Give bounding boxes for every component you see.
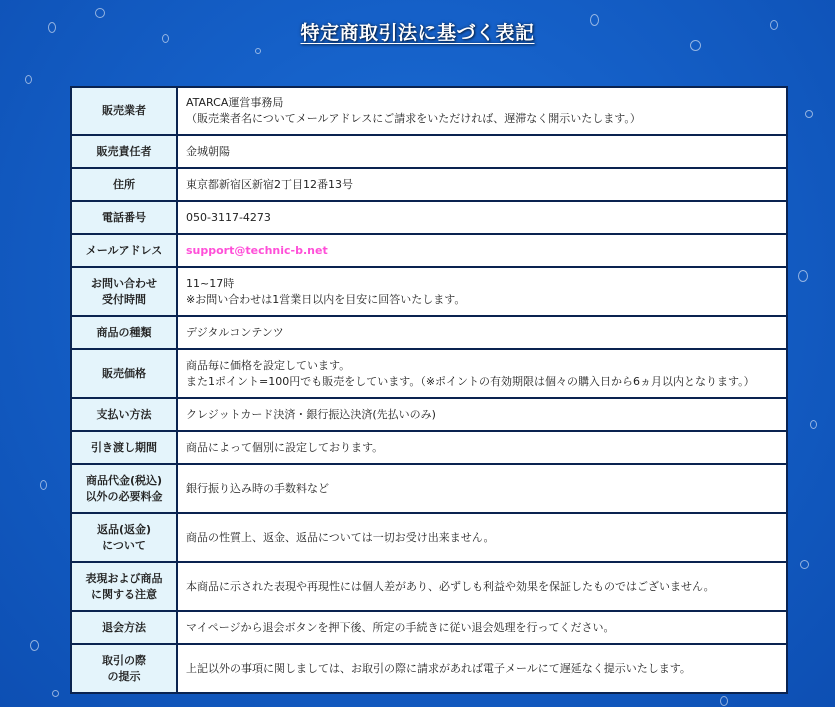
table-row xyxy=(71,398,787,431)
row-label-line: 返品(返金) xyxy=(96,522,152,536)
bubble-decoration xyxy=(810,420,817,429)
row-label-line: の提示 xyxy=(107,669,141,683)
table-row xyxy=(71,135,787,168)
row-value-line: 050-3117-4273 xyxy=(186,210,271,224)
row-value xyxy=(177,201,787,234)
table-row xyxy=(71,168,787,201)
row-value xyxy=(177,398,787,431)
row-label-line: 退会方法 xyxy=(102,620,146,634)
row-label-line: 支払い方法 xyxy=(96,407,152,421)
row-label xyxy=(71,349,177,398)
row-label-line: 電話番号 xyxy=(102,210,146,224)
row-label-line: 引き渡し期間 xyxy=(91,440,157,454)
row-label-line: 商品の種類 xyxy=(96,325,152,339)
row-label-line: メールアドレス xyxy=(85,243,163,257)
row-label xyxy=(71,201,177,234)
row-label xyxy=(71,234,177,267)
row-value-line: ※お問い合わせは1営業日以内を目安に回答いたします。 xyxy=(186,292,466,306)
row-label xyxy=(71,431,177,464)
row-label-line: お問い合わせ xyxy=(91,276,157,290)
table-row xyxy=(71,349,787,398)
row-label-line: について xyxy=(102,538,146,552)
row-value xyxy=(177,431,787,464)
row-label-line: に関する注意 xyxy=(91,587,157,601)
table-row xyxy=(71,267,787,316)
table-row xyxy=(71,234,787,267)
row-value-line: 商品毎に価格を設定しています。 xyxy=(186,358,351,372)
row-label xyxy=(71,398,177,431)
table-row xyxy=(71,316,787,349)
table-row xyxy=(71,464,787,513)
row-label-line: 受付時間 xyxy=(102,292,146,306)
row-value xyxy=(177,87,787,135)
row-value xyxy=(177,168,787,201)
row-value-line: 商品によって個別に設定しております。 xyxy=(186,440,384,454)
page-title: 特定商取引法に基づく表記 xyxy=(300,22,535,44)
row-value-line: 本商品に示された表現や再現性には個人差があり、必ずしも利益や効果を保証したものではございません。 xyxy=(186,579,715,593)
table-row xyxy=(71,611,787,644)
row-value-line: 商品の性質上、返金、返品については一切お受け出来ません。 xyxy=(186,530,495,544)
row-label xyxy=(71,316,177,349)
row-label-line: 表現および商品 xyxy=(85,571,163,585)
row-label-line: 取引の際 xyxy=(102,653,146,667)
table-row xyxy=(71,644,787,693)
row-label-line: 販売業者 xyxy=(102,104,146,117)
row-label xyxy=(71,644,177,693)
bubble-decoration xyxy=(720,696,728,706)
row-value xyxy=(177,464,787,513)
email-link[interactable]: support@technic-b.net xyxy=(186,243,328,257)
table-row xyxy=(71,201,787,234)
row-value-line: ATARCA運営事務局 xyxy=(186,96,284,109)
row-value xyxy=(177,644,787,693)
row-value-line: 上記以外の事項に関しましては、お取引の際に請求があれば電子メールにて遅延なく提示いたします。 xyxy=(186,661,691,675)
row-value xyxy=(177,349,787,398)
row-label xyxy=(71,87,177,135)
bubble-decoration xyxy=(52,690,59,697)
row-value-line: 銀行振り込み時の手数料など xyxy=(186,481,329,495)
row-label xyxy=(71,611,177,644)
commerce-disclosure-table xyxy=(70,86,788,694)
table-row xyxy=(71,562,787,611)
row-value xyxy=(177,611,787,644)
row-value xyxy=(177,234,787,267)
row-label-line: 販売価格 xyxy=(102,366,146,380)
row-label xyxy=(71,135,177,168)
row-value xyxy=(177,316,787,349)
row-value xyxy=(177,135,787,168)
row-label xyxy=(71,267,177,316)
row-value xyxy=(177,562,787,611)
bubble-decoration xyxy=(25,75,32,84)
row-label-line: 販売責任者 xyxy=(96,144,152,158)
row-value-line: また1ポイント=100円でも販売をしています。（※ポイントの有効期限は個々の購入日から6ヵ月以内となります。） xyxy=(186,374,755,388)
bubble-decoration xyxy=(798,270,808,282)
row-value-line: マイページから退会ボタンを押下後、所定の手続きに従い退会処理を行ってください。 xyxy=(186,620,615,634)
table-row xyxy=(71,431,787,464)
bubble-decoration xyxy=(30,640,39,651)
row-value-line: 金城朝陽 xyxy=(186,144,230,158)
row-value-line: デジタルコンテンツ xyxy=(186,325,284,339)
table-row xyxy=(71,513,787,562)
row-value-line: （販売業者名についてメールアドレスにご請求をいただければ、遅滞なく開示いたします。） xyxy=(186,112,641,125)
bubble-decoration xyxy=(95,8,105,18)
row-label xyxy=(71,464,177,513)
bubble-decoration xyxy=(255,48,261,54)
row-value-line: 11~17時 xyxy=(186,276,235,290)
row-label xyxy=(71,513,177,562)
table-row xyxy=(71,87,787,135)
row-value xyxy=(177,267,787,316)
row-value xyxy=(177,513,787,562)
row-label xyxy=(71,168,177,201)
row-label-line: 以外の必要料金 xyxy=(85,489,163,503)
bubble-decoration xyxy=(805,110,813,118)
row-label-line: 住所 xyxy=(113,177,135,191)
row-value-line: クレジットカード決済・銀行振込決済(先払いのみ) xyxy=(186,407,436,421)
row-label-line: 商品代金(税込) xyxy=(85,473,163,487)
bubble-decoration xyxy=(800,560,809,569)
row-label xyxy=(71,562,177,611)
bubble-decoration xyxy=(40,480,47,490)
row-value-line: 東京都新宿区新宿2丁目12番13号 xyxy=(186,177,353,191)
